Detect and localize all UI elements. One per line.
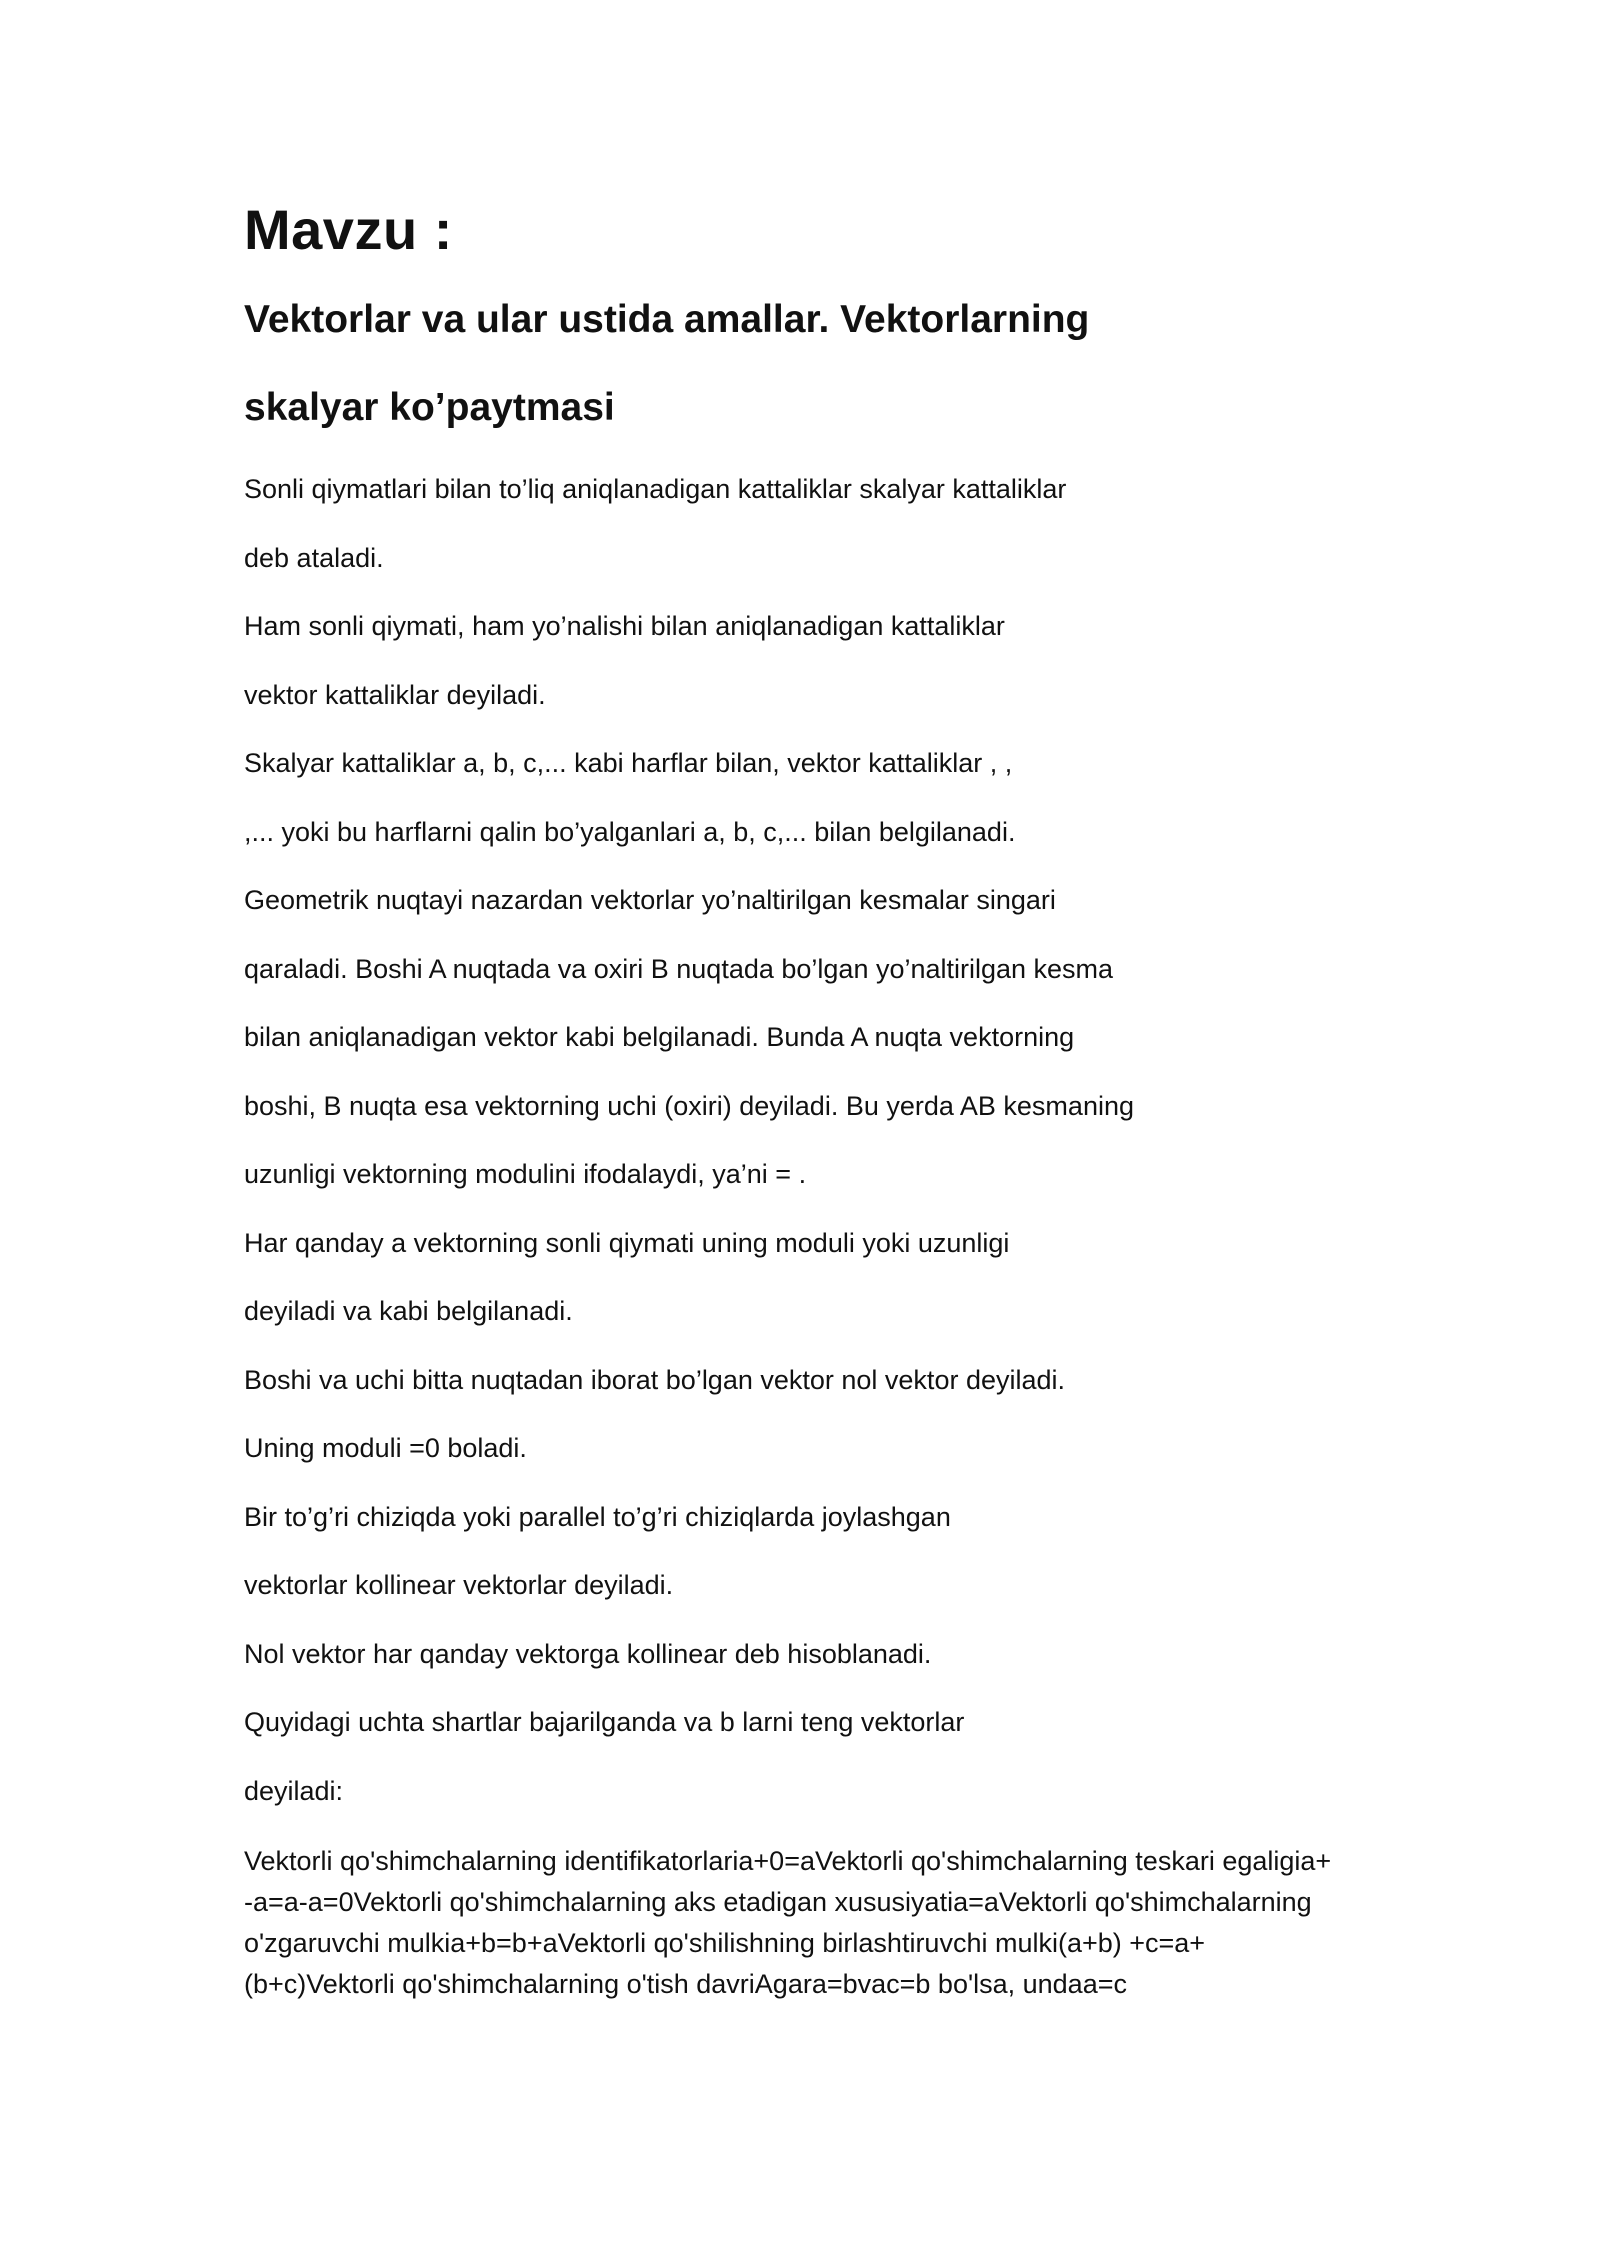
body-line: Bir to’g’ri chiziqda yoki parallel to’g’ri chiziqlarda joylashgan — [244, 1501, 951, 1532]
final-paragraph-line: -a=a-a=0Vektorli qo'shimchalarning aks etadigan xususiyatia=aVektorli qo'shimchalarning — [244, 1887, 1312, 1917]
body-line: Har qanday a vektorning sonli qiymati uning moduli yoki uzunligi — [244, 1227, 1010, 1258]
body-line: deb ataladi. — [244, 542, 384, 573]
body-line: deyiladi va kabi belgilanadi. — [244, 1296, 573, 1326]
body-line: vektor kattaliklar deyiladi. — [244, 679, 546, 710]
body-line: Skalyar kattaliklar a, b, c,... kabi harflar bilan, vektor kattaliklar , , — [244, 748, 1013, 778]
document-content — [244, 195, 1384, 2005]
final-paragraph-line: (b+c)Vektorli qo'shimchalarning o'tish davriAgara=bvac=b bo'lsa, undaa=c — [244, 1969, 1127, 1999]
body-line: Uning moduli =0 boladi. — [244, 1433, 527, 1463]
body-line: Quyidagi uchta shartlar bajarilganda va b larni teng vektorlar — [244, 1707, 965, 1737]
body-line: boshi, B nuqta esa vektorning uchi (oxiri) deyiladi. Bu yerda AB kesmaning — [244, 1090, 1134, 1121]
body-line: ,... yoki bu harflarni qalin bo’yalganlari a, b, c,... bilan belgilanadi. — [244, 816, 1016, 847]
body-line: Geometrik nuqtayi nazardan vektorlar yo’naltirilgan kesmalar singari — [244, 885, 1056, 915]
body-line: Nol vektor har qanday vektorga kollinear deb hisoblanadi. — [244, 1638, 932, 1669]
body-line: Ham sonli qiymati, ham yo’nalishi bilan aniqlanadigan kattaliklar — [244, 611, 1005, 641]
body-text — [244, 471, 1384, 1809]
final-paragraph-line: Vektorli qo'shimchalarning identifikatorlaria+0=aVektorli qo'shimchalarning teskari egaligia+ — [244, 1846, 1332, 1876]
body-line: bilan aniqlanadigan vektor kabi belgilanadi. Bunda A nuqta vektorning — [244, 1022, 1075, 1052]
final-paragraph — [244, 1841, 1374, 2005]
page-title: Mavzu : — [244, 198, 453, 261]
body-line: Boshi va uchi bitta nuqtadan iborat bo’lgan vektor nol vektor deyiladi. — [244, 1364, 1066, 1395]
body-line: Sonli qiymatlari bilan to’liq aniqlanadigan kattaliklar skalyar kattaliklar — [244, 474, 1067, 504]
body-line: deyiladi: — [244, 1775, 344, 1806]
final-paragraph-line: o'zgaruvchi mulkia+b=b+aVektorli qo'shilishning birlashtiruvchi mulki(a+b) +c=a+ — [244, 1928, 1206, 1958]
body-line: uzunligi vektorning modulini ifodalaydi, ya’ni = . — [244, 1159, 807, 1189]
body-line: qaraladi. Boshi A nuqtada va oxiri B nuqtada bo’lgan yo’naltirilgan kesma — [244, 953, 1114, 984]
subtitle-line-1: Vektorlar va ular ustida amallar. Vektorlarning — [244, 298, 1090, 341]
subtitle-line-2: skalyar ko’paytmasi — [244, 386, 615, 429]
body-line: vektorlar kollinear vektorlar deyiladi. — [244, 1570, 674, 1600]
